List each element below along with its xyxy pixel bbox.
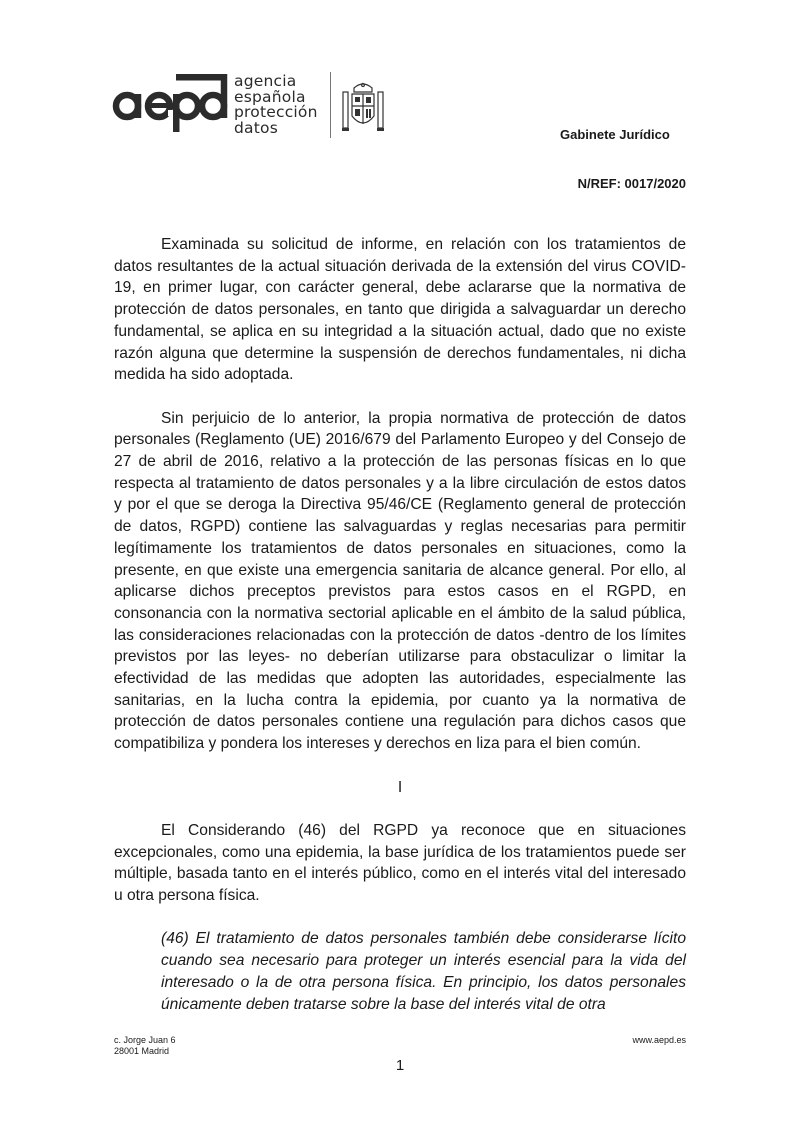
quoted-recital: (46) El tratamiento de datos personales también debe considerarse lícito cuando sea necesario para proteger un interés esencial para la vida del interesado o la de otra persona física. En principio, los datos personales únicamente deben tratarse sobre la base del interés vital de otra — [161, 930, 686, 1013]
logo-line-2: española — [234, 87, 306, 106]
footer-website: www.aepd.es — [632, 1035, 686, 1045]
letterhead — [112, 70, 692, 150]
paragraph-3: El Considerando (46) del RGPD ya reconoce que en situaciones excepcionales, como una epidemia, la base jurídica de los tratamientos puede ser múltiple, basada tanto en el interés público, como en el interés vital del interesado u otra persona física. — [114, 821, 686, 905]
paragraph-2: Sin perjuicio de lo anterior, la propia normativa de protección de datos personales (Reglamento (UE) 2016/679 del Parlamento Europeo y del Consejo de 27 de abril de 2016, relativo a la protección de las personas físicas en lo que respecta al tratamiento de datos personales y a la libre circulación de estos datos y por el que se deroga la Directiva 95/46/CE (Reglamento general de protección de datos, RGPD) contiene las salvaguardas y reglas necesarias para permitir legítimamente los tratamientos de datos personales en situaciones, como la presente, en que existe una emergencia sanitaria de alcance general. Por ello, al aplicarse dichos preceptos previstos para estos casos en el RGPD, en consonancia con la normativa sectorial aplicable en el ámbito de la salud pública, las consideraciones relacionadas con la protección de datos -dentro de los límites previstos por las leyes- no deberían utilizarse para obstaculizar o limitar la efectividad de las medidas que adopten las autoridades, especialmente las sanitarias, en la lucha contra la epidemia, por cuanto ya la normativa de protección de datos personales contiene una regulación para dichos casos que compatibiliza y pondera los intereses y derechos en liza para el bien común. — [114, 409, 686, 753]
department-label: Gabinete Jurídico — [560, 127, 670, 142]
logo-divider — [330, 72, 331, 138]
reference-number: N/REF: 0017/2020 — [577, 176, 686, 191]
section-number: I — [397, 778, 403, 796]
address-line-1: c. Jorge Juan 6 — [114, 1035, 176, 1045]
aepd-logo-icon — [112, 70, 230, 132]
logo-wordmark — [234, 74, 318, 136]
document-body — [114, 234, 686, 1015]
logo-line-1: agencia — [234, 72, 297, 90]
page-number: 1 — [395, 1057, 405, 1074]
paragraph-1: Examinada su solicitud de informe, en relación con los tratamientos de datos resultantes de la actual situación derivada de la extensión del virus COVID-19, en primer lugar, con carácter general, debe aclararse que la normativa de protección de datos personales, en tanto que dirigida a salvaguardar un derecho fundamental, se aplica en su integridad a la situación actual, dado que no existe razón alguna que determine la suspensión de derechos fundamentales, ni dicha medida ha sido adoptada. — [114, 236, 686, 384]
spain-coat-of-arms-icon — [340, 78, 386, 138]
logo-line-4: datos — [234, 118, 278, 137]
logo-line-3: protección — [234, 103, 318, 121]
footer-address — [114, 1035, 176, 1057]
address-line-2: 28001 Madrid — [114, 1046, 170, 1056]
